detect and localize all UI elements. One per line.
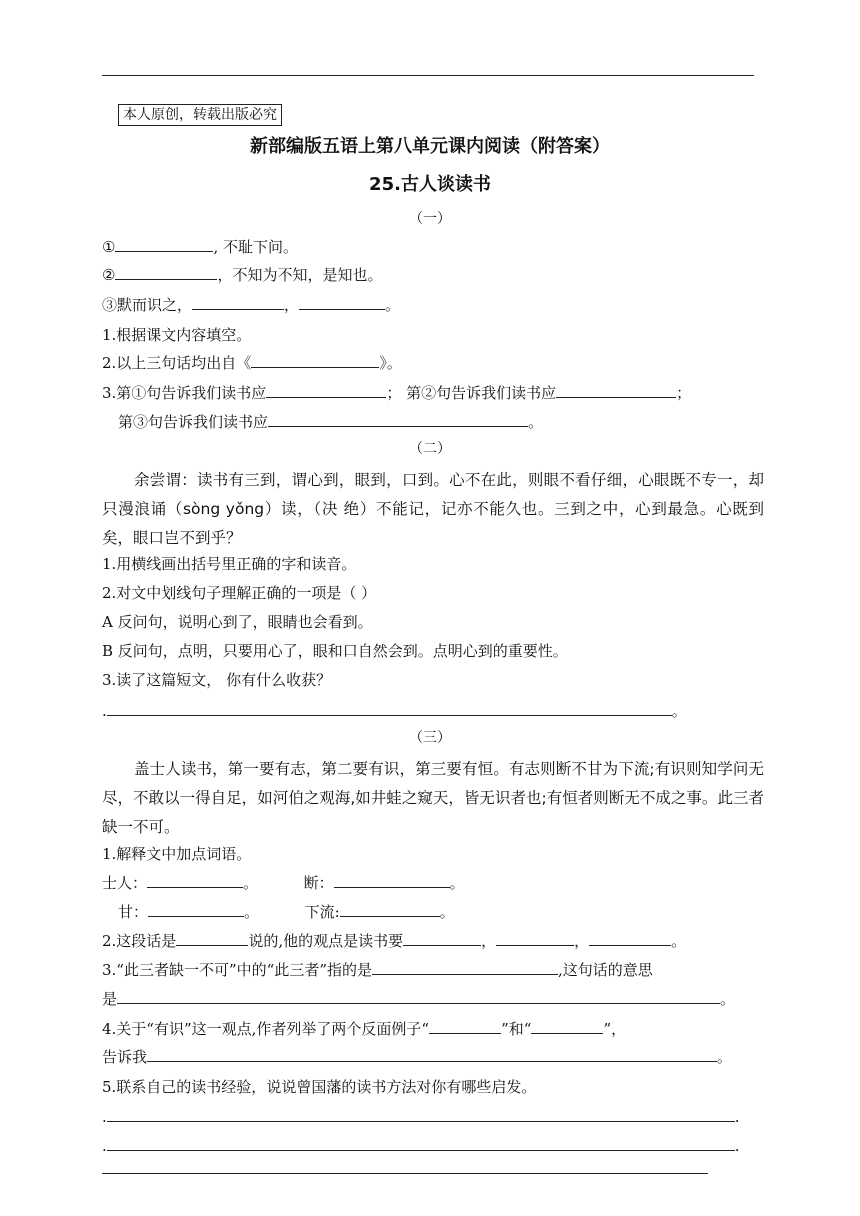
- fill-line-1: [102, 236, 298, 258]
- answer-blank[interactable]: [589, 930, 671, 946]
- passage-2: [102, 466, 764, 553]
- q-text: ； 第②句告诉我们读书应: [386, 384, 557, 402]
- dot: 。: [439, 903, 455, 921]
- lesson-title: 25.古人谈读书: [369, 174, 491, 195]
- section-heading-2: （二）: [409, 441, 451, 457]
- answer-line-3a: [102, 1106, 740, 1128]
- dot: 。: [243, 874, 259, 892]
- option-a: A 反问句，说明心到了，眼睛也会看到。: [102, 613, 373, 631]
- line-prefix: .: [102, 1137, 107, 1155]
- section-heading-1: （一）: [409, 211, 451, 227]
- q-text: 3.“此三者缺一不可”中的“此三者”指的是: [102, 961, 372, 979]
- answer-blank[interactable]: [147, 1046, 717, 1062]
- page-title: 新部编版五语上第八单元课内阅读（附答案）: [250, 136, 610, 157]
- answer-line-3b: [102, 1135, 740, 1157]
- q-suffix: ”，: [603, 1020, 627, 1038]
- answer-blank[interactable]: [531, 1018, 603, 1034]
- line-prefix: .: [102, 1108, 107, 1126]
- answer-blank[interactable]: [496, 930, 574, 946]
- word-row-1: [102, 872, 465, 894]
- q-text: ,这句话的意思: [558, 961, 653, 979]
- word-label: 下流:: [304, 903, 340, 921]
- answer-blank[interactable]: [268, 411, 528, 427]
- q-text: 是: [102, 990, 118, 1008]
- question-1-3-cont: [118, 411, 543, 433]
- passage-text: 余尝谓：读书有三到，谓心到，眼到，口到。心不在此，则眼不看仔细，心眼既不专一，却只漫浪诵（sòng yǒng）读，（决 绝）不能记，记亦不能久也。三到之中，心到最急。心既到矣，眼口岂不到乎？: [102, 471, 764, 547]
- q-text: 4.关于“有识”这一观点,作者列举了两个反面例子“: [102, 1020, 430, 1038]
- q-text: 告诉我: [102, 1048, 148, 1066]
- question-3-3: [102, 959, 653, 981]
- q-text: 第③句告诉我们读书应: [118, 413, 269, 431]
- answer-blank[interactable]: [340, 901, 440, 917]
- answer-blank[interactable]: [429, 1018, 501, 1034]
- answer-blank[interactable]: [251, 352, 379, 368]
- q-text: 3.第①句告诉我们读书应: [102, 384, 267, 402]
- q-suffix: 。: [671, 932, 687, 950]
- answer-blank[interactable]: [147, 872, 243, 888]
- q-suffix: 。: [717, 1048, 733, 1066]
- answer-blank[interactable]: [372, 959, 558, 975]
- q-suffix: ；: [676, 384, 692, 402]
- dot: 。: [449, 874, 465, 892]
- comma: ，: [481, 932, 497, 950]
- line-suffix: .: [734, 1108, 740, 1126]
- fill-line-2: [102, 264, 382, 286]
- q-text: 2.这段话是: [102, 932, 177, 950]
- answer-blank[interactable]: [107, 700, 672, 716]
- q3-comma: ，: [284, 296, 300, 314]
- answer-blank[interactable]: [107, 1106, 735, 1122]
- word-label: 断：: [303, 874, 334, 892]
- passage-3: [102, 755, 764, 842]
- q-text: ”和“: [501, 1020, 532, 1038]
- section-heading-3: （三）: [409, 730, 451, 746]
- word-label: 甘：: [118, 903, 149, 921]
- q1-suffix: , 不耻下问。: [213, 238, 298, 256]
- q3-prefix: ③默而识之，: [102, 296, 193, 314]
- q2-suffix: ，不知为不知，是知也。: [217, 266, 383, 284]
- question-3-1: 1.解释文中加点词语。: [102, 845, 252, 863]
- question-3-3-cont: [102, 988, 735, 1010]
- passage-text: 盖士人读书，第一要有志，第二要有识，第三要有恒。有志则断不甘为下流;有识则知学问无尽，不敢以一得自足，如河伯之观海,如井蛙之窥天，皆无识者也;有恒者则断无不成之事。此三者缺一不可。: [102, 760, 764, 836]
- comma: ，: [574, 932, 590, 950]
- header-rule: [102, 75, 754, 76]
- question-3-4-cont: [102, 1046, 732, 1068]
- answer-blank[interactable]: [115, 236, 213, 252]
- answer-blank[interactable]: [107, 1135, 735, 1151]
- q-text: 2.以上三句话均出自: [102, 354, 237, 372]
- q-suffix: 。: [528, 413, 544, 431]
- q2-prefix: ②: [102, 266, 116, 284]
- dot: 。: [244, 903, 260, 921]
- answer-blank[interactable]: [148, 901, 244, 917]
- book-quote-open: 《: [236, 354, 252, 372]
- q1-prefix: ①: [102, 238, 116, 256]
- answer-blank[interactable]: [115, 264, 217, 280]
- question-1-2: [102, 352, 402, 374]
- answer-line-2: [102, 700, 687, 722]
- book-quote-close: 》: [379, 354, 387, 372]
- word-label: 士人：: [102, 874, 148, 892]
- q3-suffix: 。: [385, 296, 401, 314]
- answer-blank[interactable]: [192, 294, 284, 310]
- option-b: B 反问句，点明，只要用心了，眼和口自然会到。点明心到的重要性。: [102, 642, 568, 660]
- word-row-2: [118, 901, 455, 923]
- question-3-2: [102, 930, 686, 952]
- answer-blank[interactable]: [299, 294, 385, 310]
- q-suffix: 。: [720, 990, 736, 1008]
- answer-blank[interactable]: [266, 382, 386, 398]
- question-2-3: 3.读了这篇短文， 你有什么收获？: [102, 671, 332, 689]
- line-suffix: .: [734, 1137, 740, 1155]
- answer-blank[interactable]: [117, 988, 720, 1004]
- question-1-1: 1.根据课文内容填空。: [102, 326, 252, 344]
- question-2-2: 2.对文中划线句子理解正确的一项是（ ）: [102, 584, 377, 602]
- answer-line-3c[interactable]: [102, 1173, 708, 1174]
- q-text: 说的,他的观点是读书要: [248, 932, 404, 950]
- question-3-4: [102, 1018, 626, 1040]
- answer-blank[interactable]: [334, 872, 450, 888]
- answer-blank[interactable]: [403, 930, 481, 946]
- fill-line-3: [102, 294, 400, 316]
- copyright-stamp: 本人原创，转载出版必究: [118, 104, 282, 126]
- q-suffix: 。: [386, 354, 402, 372]
- line-prefix: .: [102, 702, 107, 720]
- answer-blank[interactable]: [176, 930, 248, 946]
- answer-blank[interactable]: [556, 382, 676, 398]
- question-2-1: 1.用横线画出括号里正确的字和读音。: [102, 555, 357, 573]
- question-3-5: 5.联系自己的读书经验，说说曾国藩的读书方法对你有哪些启发。: [102, 1078, 537, 1096]
- line-suffix: 。: [671, 702, 687, 720]
- question-1-3: [102, 382, 691, 404]
